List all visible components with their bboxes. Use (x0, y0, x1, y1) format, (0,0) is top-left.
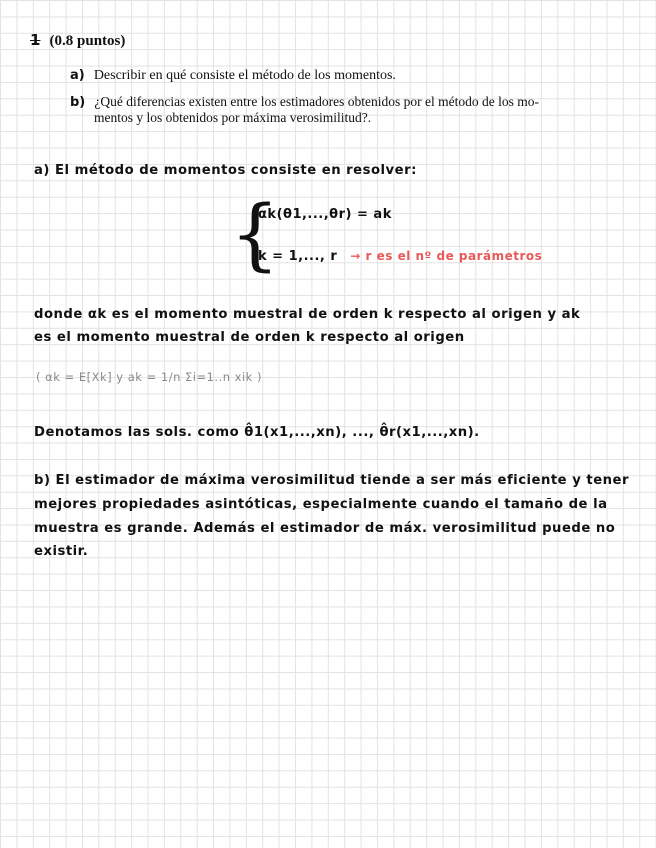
item-b-line1: ¿Qué diferencias existen entre los estimadores obtenidos por el método de los mo- (94, 94, 539, 109)
system-equation-1: αk(θ1,...,θr) = ak (258, 207, 392, 222)
where-line-1: donde αk es el momento muestral de orden k respecto al origen y ak (34, 307, 581, 322)
answer-b-line-4: existir. (34, 544, 89, 559)
system-equation-2 (258, 249, 542, 264)
answer-b-line-3: muestra es grande. Además el estimador de máx. verosimilitud puede no (34, 521, 616, 536)
system-k-range: k = 1,..., r (258, 249, 338, 264)
answer-b-line-1: b) El estimador de máxima verosimilitud tiende a ser más eficiente y tener (34, 473, 629, 488)
solutions-line: Denotamos las sols. como θ̂1(x1,...,xn), ..., θ̂r(x1,...,xn). (34, 425, 480, 440)
item-b-line2: mentos y los obtenidos por máxima verosimilitud?. (94, 110, 372, 125)
moments-formula: ( αk = E[Xk] y ak = 1/n Σi=1..n xik ) (36, 370, 262, 384)
item-a-text: Describir en qué consiste el método de los momentos. (93, 68, 396, 83)
answer-b-line-2: mejores propiedades asintóticas, especialmente cuando el tamaño de la (34, 497, 608, 512)
system-brace: { (230, 190, 280, 280)
question-item-b (70, 91, 640, 110)
question-points: (0.8 puntos) (49, 33, 126, 49)
parameters-note: → r es el nº de parámetros (350, 249, 543, 263)
item-b-mark: b) (70, 95, 86, 110)
question-number-crossed: 1 (30, 31, 41, 49)
item-a-mark: a) (70, 68, 85, 83)
question-header (30, 30, 125, 50)
answer-a-intro: a) El método de momentos consiste en resolver: (34, 163, 417, 178)
where-line-2: es el momento muestral de orden k respecto al origen (34, 330, 465, 345)
question-item-a (70, 64, 396, 84)
